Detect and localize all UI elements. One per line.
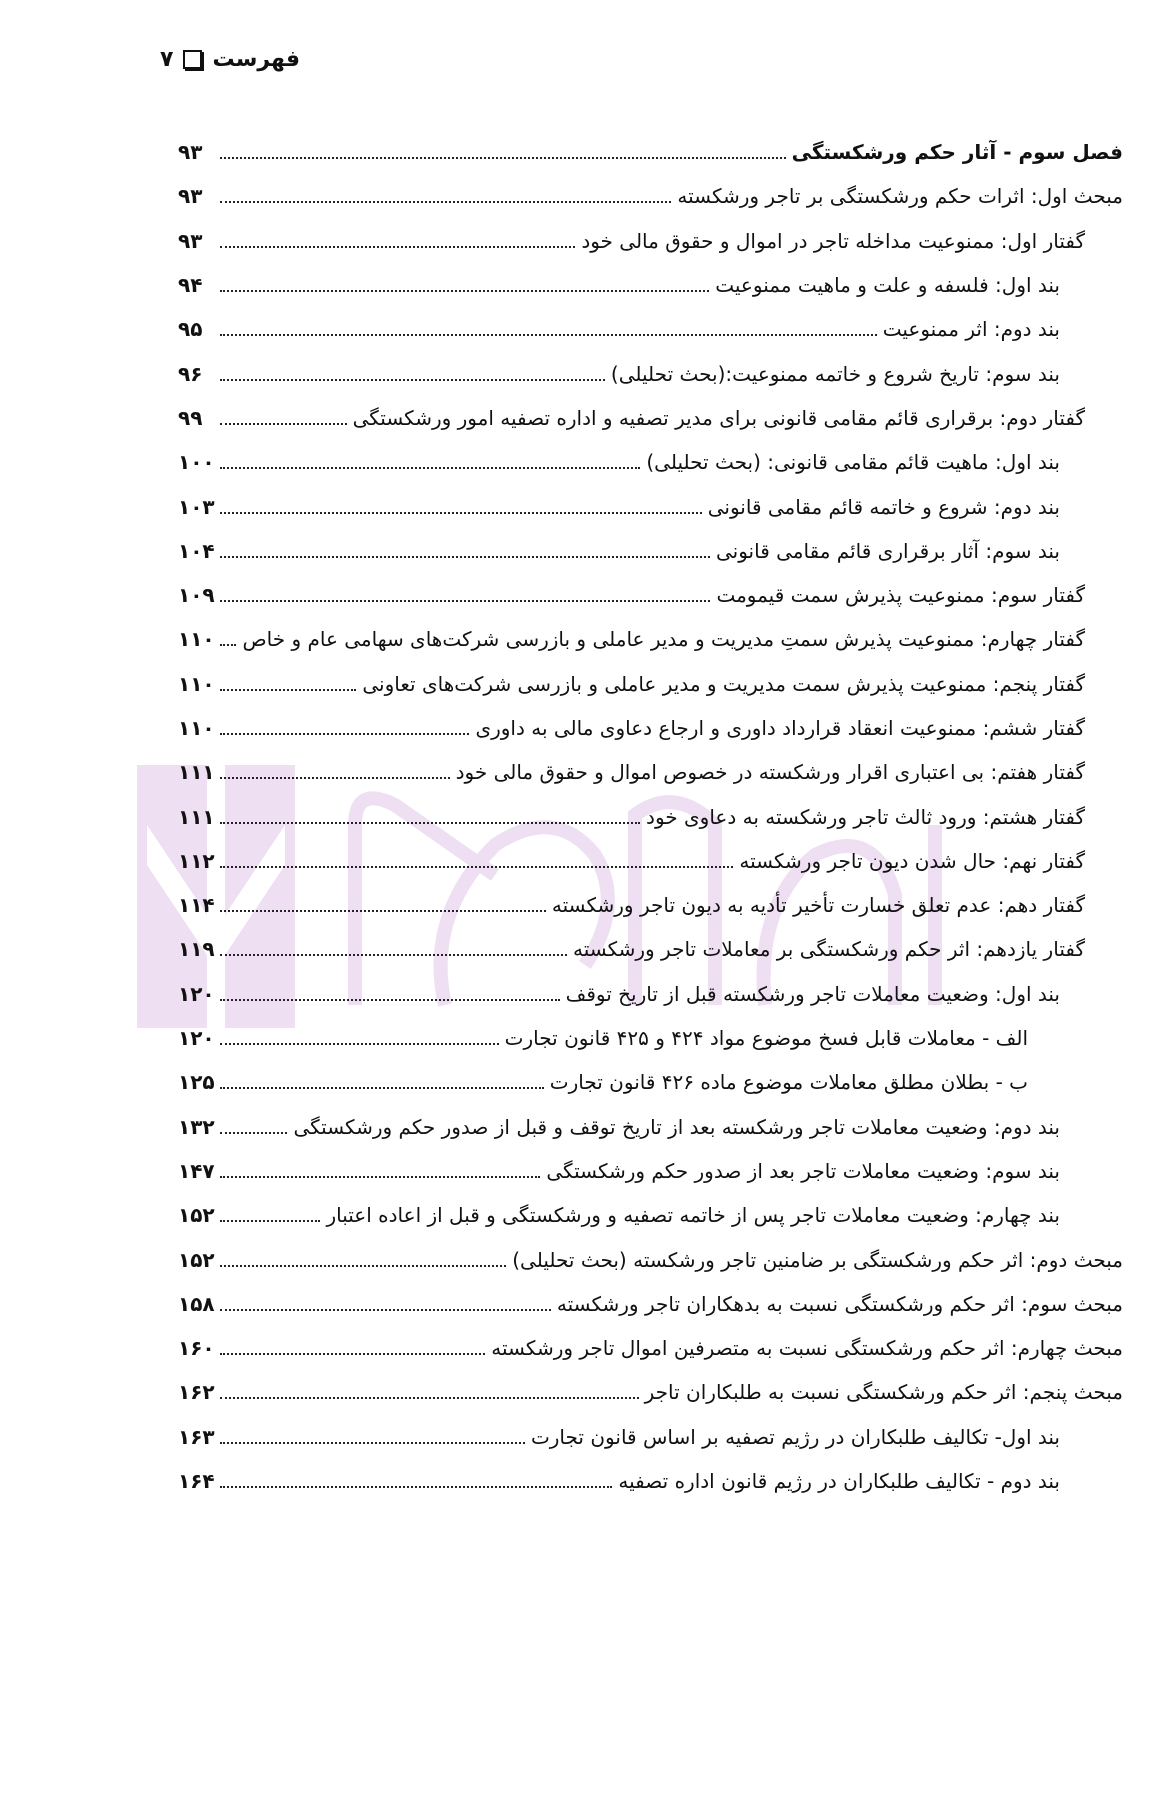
toc-entry-page: ۱۰۳ xyxy=(178,494,215,519)
dot-leader xyxy=(220,1132,287,1134)
toc-entry-page: ۱۲۰ xyxy=(178,981,215,1006)
toc-entry[interactable] xyxy=(178,1370,1123,1414)
toc-entry-page: ۱۰۴ xyxy=(178,538,215,563)
toc-entry[interactable] xyxy=(178,839,1123,883)
toc-entry-title: مبحث چهارم: اثر حکم ورشکستگی نسبت به متصرفین اموال تاجر ورشکسته xyxy=(491,1336,1123,1361)
dot-leader xyxy=(220,423,347,425)
dot-leader xyxy=(220,290,709,292)
page-title: فهرست xyxy=(212,46,300,72)
dot-leader xyxy=(220,1265,506,1267)
toc-entry-title: گفتار ششم: ممنوعیت انعقاد قرارداد داوری و ارجاع دعاوی مالی به داوری xyxy=(475,716,1085,740)
toc-entry[interactable] xyxy=(178,706,1123,750)
toc-entry[interactable] xyxy=(178,484,1123,528)
page-number: ۷ xyxy=(160,46,174,72)
toc-entry-title: مبحث دوم: اثر حکم ورشکستگی بر ضامنین تاجر ورشکسته (بحث تحلیلی) xyxy=(512,1247,1123,1272)
toc-entry[interactable] xyxy=(178,1326,1123,1370)
toc-entry-title: گفتار هشتم: ورود ثالث تاجر ورشکسته به دعاوی خود xyxy=(646,804,1085,829)
toc-entry[interactable] xyxy=(178,1282,1123,1326)
toc-entry-page: ۱۱۱ xyxy=(178,760,215,785)
toc-entry[interactable] xyxy=(178,440,1123,484)
dot-leader xyxy=(220,999,560,1001)
toc-entry[interactable] xyxy=(178,573,1123,617)
toc-entry-page: ۱۲۰ xyxy=(178,1026,215,1051)
dot-leader xyxy=(220,644,236,646)
dot-leader xyxy=(220,201,671,203)
toc-entry[interactable] xyxy=(178,1105,1123,1149)
dot-leader xyxy=(220,822,640,824)
toc-entry-title: بند سوم: وضعیت معاملات تاجر بعد از صدور حکم ورشکستگی xyxy=(546,1158,1060,1183)
toc-entry-title: بند اول: ماهیت قائم مقامی قانونی: (بحث تحلیلی) xyxy=(646,450,1060,475)
dot-leader xyxy=(220,777,450,779)
toc-entry-title: مبحث پنجم: اثر حکم ورشکستگی نسبت به طلبکاران تاجر xyxy=(644,1380,1123,1405)
toc-entry-page: ۱۲۵ xyxy=(178,1070,215,1095)
toc-entry-page: ۱۱۲ xyxy=(178,848,215,873)
toc-entry-title: فصل سوم - آثار حکم ورشکستگی xyxy=(791,140,1123,165)
dot-leader xyxy=(220,1220,320,1222)
toc-entry-page: ۱۱۹ xyxy=(178,937,215,962)
toc-entry-title: بند اول- تکالیف طلبکاران در رژیم تصفیه بر اساس قانون تجارت xyxy=(530,1424,1060,1449)
table-of-contents xyxy=(178,130,1123,1503)
toc-entry-page: ۱۴۷ xyxy=(178,1158,215,1183)
toc-entry-title: گفتار سوم: ممنوعیت پذیرش سمت قیمومت xyxy=(716,583,1085,608)
toc-entry-page: ۱۱۴ xyxy=(178,893,215,918)
toc-entry-page: ۱۱۱ xyxy=(178,804,215,829)
dot-leader xyxy=(220,1309,551,1311)
toc-entry-title: بند سوم: آثار برقراری قائم مقامی قانونی xyxy=(715,538,1060,563)
toc-entry-title: گفتار هفتم: بی اعتباری اقرار ورشکسته در خصوص اموال و حقوق مالی خود xyxy=(455,760,1085,785)
toc-entry-page: ۱۶۳ xyxy=(178,1424,215,1449)
toc-entry-title: بند سوم: تاریخ شروع و خاتمه ممنوعیت:(بحث تحلیلی) xyxy=(610,361,1060,386)
toc-entry-page: ۱۱۰ xyxy=(178,627,215,652)
toc-entry-title: گفتار چهارم: ممنوعیت پذیرش سمتِ مدیریت و مدیر عاملی و بازرسی شرکت‌های سهامی عام و خاص xyxy=(242,627,1085,652)
dot-leader xyxy=(220,556,710,558)
toc-entry[interactable] xyxy=(178,307,1123,351)
dot-leader xyxy=(220,1353,485,1355)
toc-entry-title: گفتار دهم: عدم تعلق خسارت تأخیر تأدیه به دیون تاجر ورشکسته xyxy=(551,893,1085,918)
toc-entry[interactable] xyxy=(178,130,1123,174)
dot-leader xyxy=(220,1176,540,1178)
toc-entry-page: ۱۶۲ xyxy=(178,1380,215,1405)
toc-entry-title: بند دوم: وضعیت معاملات تاجر ورشکسته بعد از تاریخ توقف و قبل از صدور حکم ورشکستگی xyxy=(293,1114,1060,1139)
dot-leader xyxy=(220,733,469,735)
toc-entry-page: ۱۵۲ xyxy=(178,1247,215,1272)
dot-leader xyxy=(220,1043,499,1045)
dot-leader xyxy=(220,246,575,248)
toc-entry-page: ۹۴ xyxy=(178,273,203,298)
toc-entry[interactable] xyxy=(178,351,1123,395)
toc-entry-page: ۹۳ xyxy=(178,228,203,253)
toc-entry-title: مبحث سوم: اثر حکم ورشکستگی نسبت به بدهکاران تاجر ورشکسته xyxy=(556,1291,1123,1316)
dot-leader xyxy=(220,1397,639,1399)
toc-entry[interactable] xyxy=(178,1237,1123,1281)
toc-entry-page: ۹۳ xyxy=(178,184,203,209)
toc-entry[interactable] xyxy=(178,617,1123,661)
toc-entry-page: ۱۱۰ xyxy=(178,716,215,740)
toc-entry-title: گفتار نهم: حال شدن دیون تاجر ورشکسته xyxy=(739,848,1085,873)
toc-entry-title: بند اول: وضعیت معاملات تاجر ورشکسته قبل از تاریخ توقف xyxy=(565,981,1060,1006)
dot-leader xyxy=(220,379,605,381)
toc-entry[interactable] xyxy=(178,972,1123,1016)
dot-leader xyxy=(220,954,567,956)
toc-entry-page: ۹۹ xyxy=(178,405,203,430)
dot-leader xyxy=(220,600,710,602)
toc-entry-page: ۱۶۰ xyxy=(178,1336,215,1361)
toc-entry-page: ۱۱۰ xyxy=(178,671,215,696)
toc-entry[interactable] xyxy=(178,529,1123,573)
toc-entry-page: ۹۳ xyxy=(178,140,203,165)
toc-entry[interactable] xyxy=(178,662,1123,706)
toc-entry[interactable] xyxy=(178,1459,1123,1503)
toc-entry[interactable] xyxy=(178,1149,1123,1193)
toc-entry-page: ۱۳۲ xyxy=(178,1114,215,1139)
toc-entry-title: گفتار دوم: برقراری قائم مقامی قانونی برای مدیر تصفیه و اداره تصفیه امور ورشکستگی xyxy=(352,405,1085,430)
toc-entry[interactable] xyxy=(178,883,1123,927)
toc-entry-title: بند چهارم: وضعیت معاملات تاجر پس از خاتمه تصفیه و ورشکستگی و قبل از اعاده اعتبار xyxy=(326,1203,1060,1228)
toc-entry[interactable] xyxy=(178,219,1123,263)
toc-entry-title: مبحث اول: اثرات حکم ورشکستگی بر تاجر ورشکسته xyxy=(677,184,1123,209)
dot-leader xyxy=(220,910,546,912)
toc-entry[interactable] xyxy=(178,1193,1123,1237)
dot-leader xyxy=(220,1442,525,1444)
toc-entry-title: گفتار یازدهم: اثر حکم ورشکستگی بر معاملات تاجر ورشکسته xyxy=(572,937,1085,962)
toc-entry-page: ۱۰۰ xyxy=(178,450,215,475)
dot-leader xyxy=(220,467,640,469)
dot-leader xyxy=(220,512,702,514)
toc-entry[interactable] xyxy=(178,174,1123,218)
toc-entry[interactable] xyxy=(178,927,1123,971)
toc-entry[interactable] xyxy=(178,396,1123,440)
toc-entry-title: گفتار پنجم: ممنوعیت پذیرش سمت مدیریت و مدیر عاملی و بازرسی شرکت‌های تعاونی xyxy=(362,671,1085,696)
toc-entry-page: ۱۰۹ xyxy=(178,583,215,608)
toc-entry[interactable] xyxy=(178,1060,1123,1104)
toc-entry-page: ۱۵۲ xyxy=(178,1203,215,1228)
dot-leader xyxy=(220,1486,612,1488)
toc-entry[interactable] xyxy=(178,1016,1123,1060)
toc-entry-title: بند دوم: اثر ممنوعیت xyxy=(882,317,1060,342)
toc-entry[interactable] xyxy=(178,750,1123,794)
toc-entry-page: ۱۶۴ xyxy=(178,1469,215,1494)
dot-leader xyxy=(220,334,877,336)
dot-leader xyxy=(220,157,786,159)
toc-entry-title: ب - بطلان مطلق معاملات موضوع ماده ۴۲۶ قانون تجارت xyxy=(549,1070,1028,1095)
box-icon xyxy=(183,50,202,69)
toc-entry[interactable] xyxy=(178,794,1123,838)
dot-leader xyxy=(220,689,356,691)
toc-entry-title: بند اول: فلسفه و علت و ماهیت ممنوعیت xyxy=(715,273,1060,298)
dot-leader xyxy=(220,1087,544,1089)
toc-entry-title: بند دوم: شروع و خاتمه قائم مقامی قانونی xyxy=(707,494,1060,519)
toc-entry-title: گفتار اول: ممنوعیت مداخله تاجر در اموال و حقوق مالی خود xyxy=(581,228,1085,253)
toc-entry-page: ۹۵ xyxy=(178,317,203,342)
toc-entry-page: ۱۵۸ xyxy=(178,1291,215,1316)
toc-entry-page: ۹۶ xyxy=(178,361,203,386)
toc-entry-title: الف - معاملات قابل فسخ موضوع مواد ۴۲۴ و ۴۲۵ قانون تجارت xyxy=(504,1026,1028,1051)
page-header xyxy=(160,44,300,74)
dot-leader xyxy=(220,866,733,868)
toc-entry[interactable] xyxy=(178,263,1123,307)
toc-entry[interactable] xyxy=(178,1415,1123,1459)
toc-entry-title: بند دوم - تکالیف طلبکاران در رژیم قانون اداره تصفیه xyxy=(618,1469,1060,1494)
